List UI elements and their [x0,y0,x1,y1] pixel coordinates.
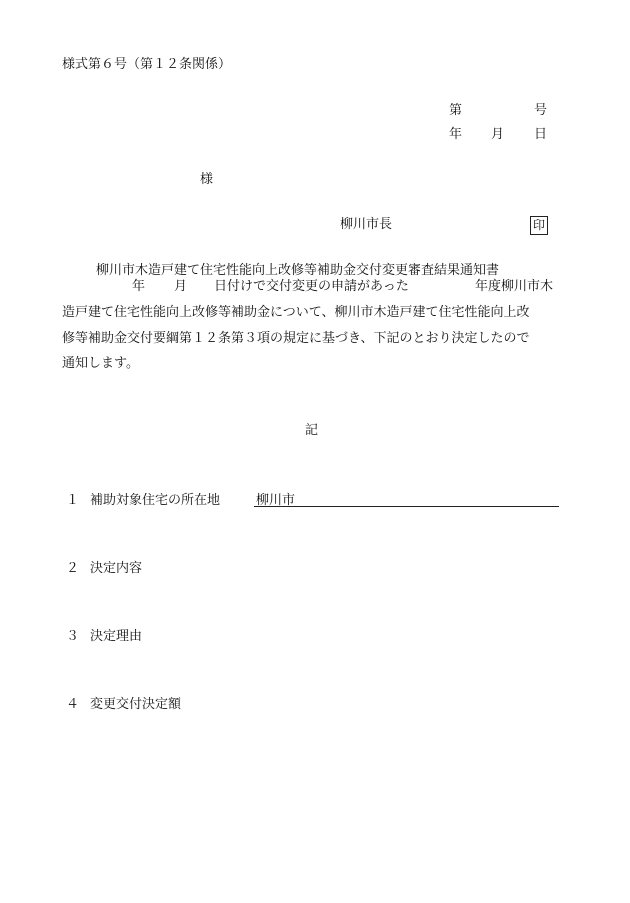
body-line1-tail: 年度柳川市木 [475,279,554,294]
item-2-number: ２ [66,561,80,576]
body-line2: 造戸建て住宅性能向上改修等補助金について、柳川市木造戸建て住宅性能向上改 [62,305,530,320]
body-line3: 修等補助金交付要綱第１２条第３項の規定に基づき、下記のとおり決定したので [62,331,530,346]
addressee-suffix: 様 [200,172,214,187]
date-year: 年 [449,127,463,142]
item-3-label: 決定理由 [90,629,143,644]
doc-number-dai: 第 [449,103,463,118]
date-day: 日 [534,127,548,142]
item-1-label: 補助対象住宅の所在地 [90,493,221,508]
issuer-name: 柳川市長 [340,217,393,232]
item-4-label: 変更交付決定額 [90,697,182,712]
seal-stamp: 印 [530,216,548,235]
item-4-number: ４ [66,697,80,712]
body-line4: 通知します。 [62,356,139,371]
form-number: 様式第６号（第１２条関係） [62,57,232,72]
doc-number-go: 号 [534,103,548,118]
body-line1-text: 日付けで交付変更の申請があった [214,279,409,294]
item-1-value: 柳川市 [256,493,296,508]
date-month: 月 [491,127,505,142]
document-title: 柳川市木造戸建て住宅性能向上改修等補助金交付変更審査結果通知書 [96,263,500,278]
body-year: 年 [132,279,146,294]
item-2-label: 決定内容 [90,561,143,576]
item-3-number: ３ [66,629,80,644]
address-underline [254,506,559,507]
item-1-number: １ [66,493,80,508]
body-month: 月 [174,279,188,294]
ki-heading: 記 [305,423,319,438]
